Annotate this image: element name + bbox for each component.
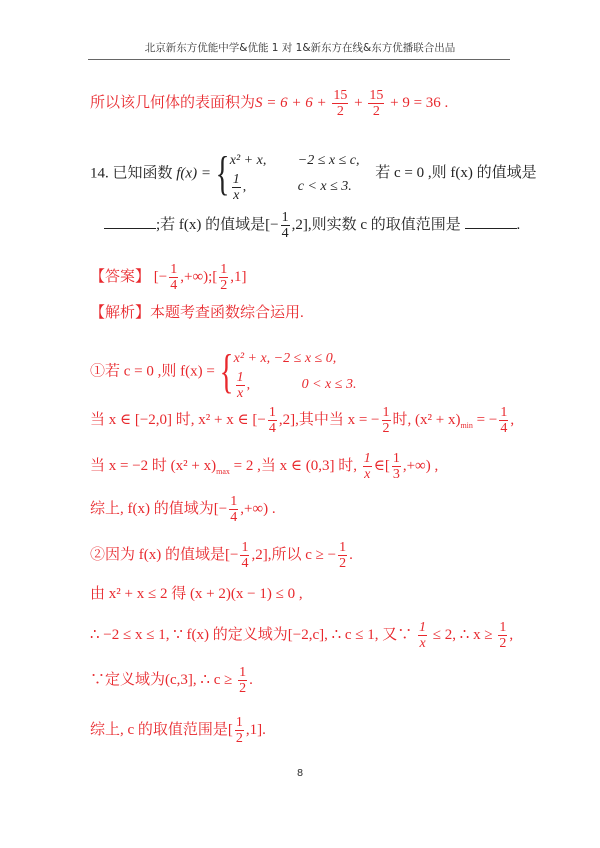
question-14-continued: ;若 f(x) 的值域是[− $\frac{1}{4}$ ,2],则实数 c 的取值范围是 . xyxy=(104,210,520,241)
function-name: f(x) = xyxy=(176,165,215,182)
brace-icon: { xyxy=(215,147,230,200)
fraction: $\frac{15}{2}$ xyxy=(333,88,348,119)
formula: S = 6 + 6 + xyxy=(255,94,331,111)
question-14 xyxy=(90,147,537,203)
analysis-line-5: ②因为 f(x) 的值域是[− $\frac{1}{4}$ ,2],所以 c ≥ − $\frac{1}{2}$ . xyxy=(90,540,353,571)
question-number: 14. xyxy=(90,165,109,182)
analysis-line-9: 综上, c 的取值范围是[ $\frac{1}{2}$ ,1]. xyxy=(90,715,266,746)
piecewise-cases: x² + x, −2 ≤ x ≤ c, $\frac{1}{x}$ , c < x ≤ 3. xyxy=(229,153,360,203)
analysis-line-1: ①若 c = 0 ,则 f(x) = { x² + x, −2 ≤ x ≤ 0, $\frac{1}{x}$ , 0 < x ≤ 3. xyxy=(90,345,357,401)
analysis-label: 【解析】 xyxy=(90,305,151,321)
page-header: 北京新东方优能中学&优能 1 对 1&新东方在线&东方优播联合出品 xyxy=(144,42,456,54)
fraction: $\frac{15}{2}$ xyxy=(369,88,384,119)
page-number: 8 xyxy=(296,768,304,779)
brace-icon: { xyxy=(219,345,233,398)
analysis-line-3: 当 x = −2 时 $(x^2 + x)_{max} = 2$ ,当 x ∈ (0,3] 时, $\frac{1}{x}$ ∈[ $\frac{1}{3}$ ,+∞) , xyxy=(90,451,439,482)
answer-label: 【答案】 xyxy=(90,268,151,285)
solution-text: 所以该几何体的表面积为 xyxy=(90,94,256,111)
analysis-line-4: 综上, f(x) 的值域为[− $\frac{1}{4}$ ,+∞) . xyxy=(90,494,276,525)
header-divider xyxy=(88,59,510,60)
analysis-line-2: 当 x ∈ [−2,0] 时, x² + x ∈ [− $\frac{1}{4}$ ,2],其中当 x = − $\frac{1}{2}$ 时, $(x^2 + x)_{min}$ = − $\frac{1}{4}$ , xyxy=(90,405,515,436)
answer-blank-2 xyxy=(465,214,517,229)
analysis-line-8: ∵定义域为(c,3], ∴ c ≥ $\frac{1}{2}$ . xyxy=(90,665,253,696)
answer-blank-1 xyxy=(104,214,156,229)
question-stem: 已知函数 xyxy=(108,165,177,182)
answer-line: 【答案】 [− $\frac{1}{4}$ ,+∞);[ $\frac{1}{2}$ ,1] xyxy=(90,262,247,293)
question-part1: 若 c = 0 ,则 f(x) 的值域是 xyxy=(375,165,537,182)
analysis-line-6: 由 x² + x ≤ 2 得 (x + 2)(x − 1) ≤ 0 , xyxy=(90,586,303,602)
previous-solution-line: 所以该几何体的表面积为S = 6 + 6 + $\frac{15}{2}$ + $\frac{15}{2}$ + 9 = 36 . xyxy=(90,88,449,119)
analysis-line-7: ∴ −2 ≤ x ≤ 1, ∵ f(x) 的定义域为[−2,c], ∴ c ≤ 1, 又∵ $\frac{1}{x}$ ≤ 2, ∴ x ≥ $\frac{1}{2}$ , xyxy=(90,620,514,651)
analysis-label-line: 【解析】本题考查函数综合运用. xyxy=(90,305,304,321)
